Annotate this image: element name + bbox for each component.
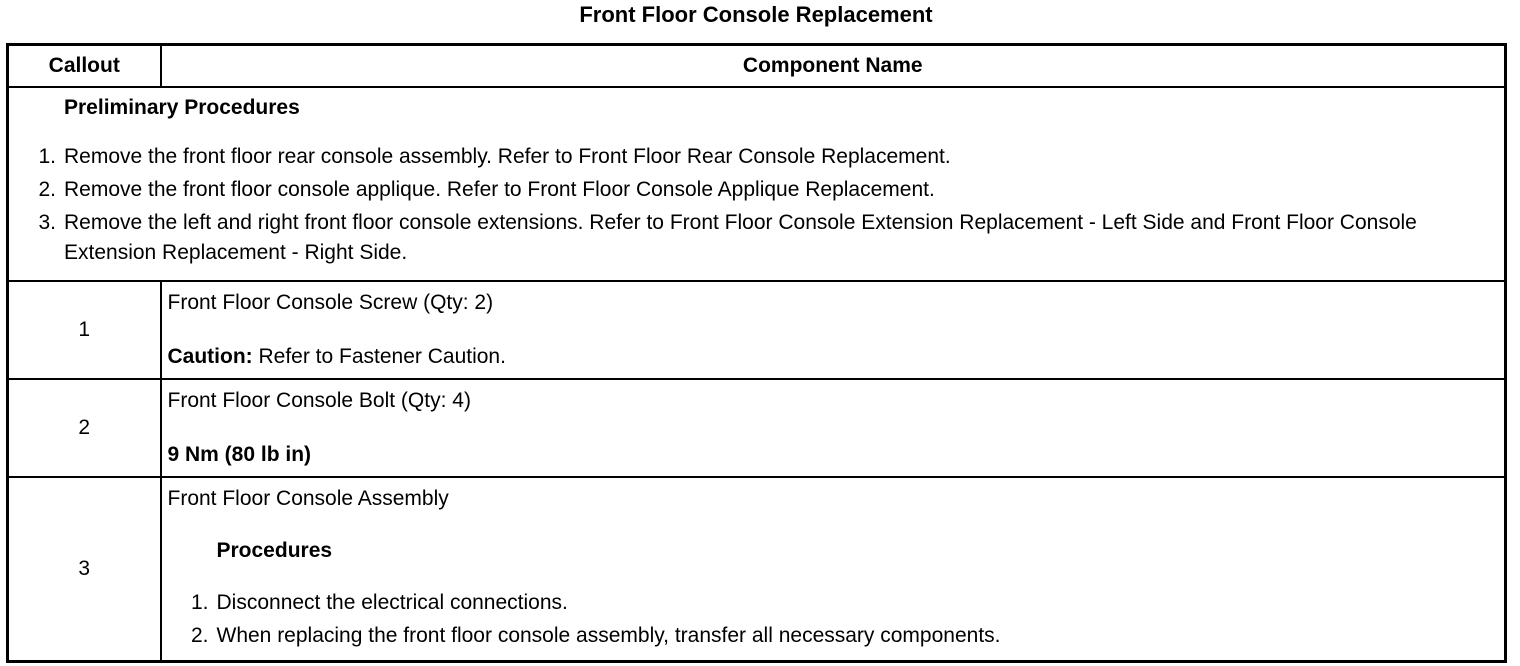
callout-number: 1 [8, 281, 161, 379]
procedures-heading: Procedures [216, 539, 333, 562]
preliminary-heading: Preliminary Procedures [64, 96, 300, 119]
list-item [38, 208, 1504, 268]
component-name: Front Floor Console Assembly [167, 487, 449, 510]
caution-label: Caution: [167, 345, 253, 368]
step-text: When replacing the front floor console assembly, transfer all necessary components. [216, 624, 1001, 647]
page-title: Front Floor Console Replacement [579, 2, 933, 27]
preliminary-row [8, 87, 1506, 281]
callout-number: 3 [8, 477, 161, 662]
component-table [6, 43, 1507, 663]
list-item [190, 588, 1499, 618]
procedure-steps [168, 588, 1499, 651]
header-component-name: Component Name [161, 45, 1506, 88]
list-item [38, 175, 1504, 205]
header-callout: Callout [8, 45, 161, 88]
component-cell [161, 281, 1506, 379]
caution-note [168, 342, 1499, 372]
component-cell [161, 477, 1506, 662]
table-row [8, 477, 1506, 662]
callout-number: 2 [8, 379, 161, 477]
step-number: 1. [190, 591, 209, 614]
table-header-row [8, 45, 1506, 88]
preliminary-steps [9, 142, 1504, 268]
step-text: Remove the left and right front floor console extensions. Refer to Front Floor Console Extension Replacement - Left Side and Front Floor Console Extension Replacement - Right Side. [64, 211, 1417, 264]
table-row [8, 379, 1506, 477]
preliminary-cell [8, 87, 1506, 281]
list-item [190, 621, 1499, 651]
step-number: 2. [190, 624, 209, 647]
step-text: Remove the front floor rear console assembly. Refer to Front Floor Rear Console Replacement. [64, 145, 951, 168]
component-name: Front Floor Console Bolt (Qty: 4) [167, 389, 471, 412]
component-name: Front Floor Console Screw (Qty: 2) [167, 291, 494, 314]
step-text: Remove the front floor console applique. Refer to Front Floor Console Applique Replacement. [64, 178, 935, 201]
table-row [8, 281, 1506, 379]
torque-spec: 9 Nm (80 lb in) [167, 443, 312, 466]
caution-text: Refer to Fastener Caution. [252, 345, 506, 368]
step-text: Disconnect the electrical connections. [216, 591, 568, 614]
list-item [38, 142, 1504, 172]
component-cell [161, 379, 1506, 477]
step-number: 3. [38, 211, 56, 234]
step-number: 2. [38, 178, 56, 201]
step-number: 1. [38, 145, 56, 168]
